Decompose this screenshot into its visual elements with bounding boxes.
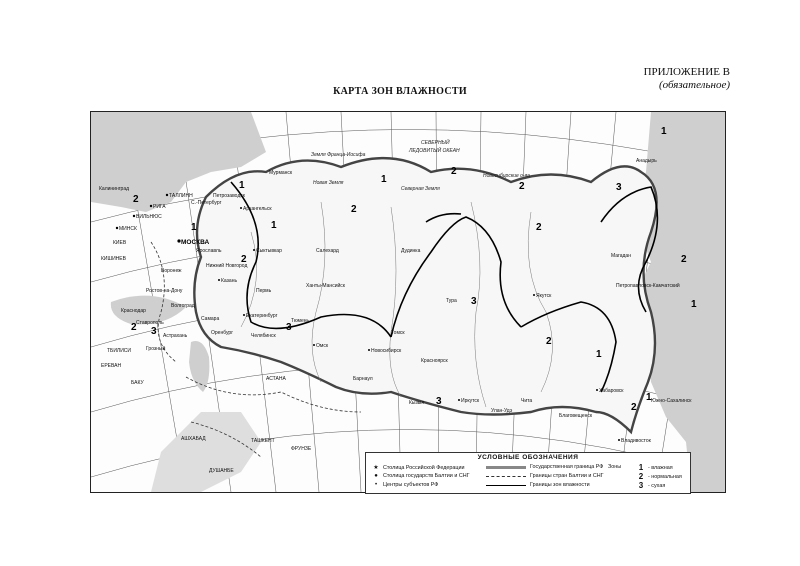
zone-number: 2	[241, 254, 247, 265]
city-arkhangelsk: Архангельск	[243, 206, 272, 212]
city-baku: БАКУ	[131, 380, 144, 386]
city-chelyabinsk: Челябинск	[251, 333, 276, 339]
city-dushanbe: ДУШАНБЕ	[209, 468, 234, 474]
city-krasnodar: Краснодар	[121, 308, 146, 314]
city-riga: РИГА	[153, 204, 166, 210]
legend-zones-label: Зоны	[608, 464, 622, 470]
city-magadan: Магадан	[611, 253, 631, 259]
zone-number: 2	[451, 166, 457, 177]
city-perm: Пермь	[256, 288, 272, 294]
legend-capital-rf: ★ Столица Российской Федерации	[373, 464, 465, 471]
russia-territory	[194, 158, 656, 432]
city-vladivostok: Владивосток	[621, 438, 651, 444]
zone-number: 2	[536, 222, 542, 233]
city-volgograd: Волгоград	[171, 303, 195, 309]
humidity-zone-map	[90, 111, 726, 493]
city-astrakhan: Астрахань	[163, 333, 188, 339]
city-murmansk: Мурманск	[269, 170, 293, 176]
zone-number: 1	[661, 126, 667, 137]
city-stavropol: Ставрополь	[136, 320, 164, 326]
city-barnaul: Барнаул	[353, 376, 373, 382]
city-pk: Петропавловск-Камчатский	[616, 283, 680, 289]
zone-number: 1	[691, 299, 697, 310]
city-yakutsk: Якутск	[536, 293, 552, 299]
city-anadyr: Анадырь	[636, 158, 657, 164]
city-moscow: МОСКВА	[181, 239, 210, 246]
legend-zone-3: 3 - сухая	[638, 481, 666, 490]
city-syktyvkar: Сыктывкар	[256, 248, 282, 254]
zone-number: 1	[191, 222, 197, 233]
city-tashkent: ТАШКЕНТ	[251, 438, 275, 444]
sea-label-arctic-2: ЛЕДОВИТЫЙ ОКЕАН	[409, 148, 460, 154]
dot-icon: ●	[374, 473, 378, 479]
city-n-novgorod: Нижний Новгород	[206, 263, 248, 269]
zone-number: 2	[351, 204, 357, 215]
city-ekaterinburg: Екатеринбург	[246, 313, 278, 319]
small-dot-icon: •	[374, 482, 378, 488]
city-petrozavodsk: Петрозаводск	[213, 193, 245, 199]
city-omsk: Омск	[316, 343, 329, 349]
zone-number: 1	[271, 220, 277, 231]
city-dudinka: Дудинка	[401, 248, 421, 254]
city-blagoveshchensk: Благовещенск	[559, 413, 593, 419]
city-ashgabat: АШХАБАД	[181, 436, 206, 442]
zone-number: 2	[681, 254, 687, 265]
map-title: КАРТА ЗОН ВЛАЖНОСТИ	[333, 86, 467, 97]
city-minsk: МИНСК	[119, 226, 137, 232]
map-legend	[365, 452, 691, 494]
dashed-border-icon	[486, 476, 526, 477]
island-severnaya-zemlya: Северная Земля	[401, 186, 440, 192]
city-kiev: КИЕВ	[113, 240, 127, 246]
zone-number: 2	[631, 402, 637, 413]
island-fj-land: Земля Франца-Иосифа	[311, 152, 366, 158]
city-s-peterburg: С.-Петербург	[191, 200, 222, 206]
legend-border-rf: Государственная граница РФ	[486, 464, 603, 470]
sea-label-arctic-1: СЕВЕРНЫЙ	[421, 140, 450, 146]
legend-border-zones: Границы зон влажности	[486, 482, 590, 488]
city-kaliningrad: Калининград	[99, 186, 130, 192]
city-irkutsk: Иркутск	[461, 398, 480, 404]
zone-border-icon	[486, 485, 526, 486]
city-yuzhno: Южно-Сахалинск	[651, 398, 692, 404]
city-tbilisi: ТБИЛИСИ	[107, 348, 132, 354]
legend-capitals-cis: ● Столица государств Балтии и СНГ	[372, 473, 470, 479]
zone-number: 3	[286, 322, 292, 333]
city-krasnoyarsk: Красноярск	[421, 358, 448, 364]
zone-number: 1	[381, 174, 387, 185]
city-khabarovsk: Хабаровск	[599, 388, 624, 394]
city-voronezh: Воронеж	[161, 268, 182, 274]
city-samara: Самара	[201, 316, 220, 322]
zone-number: 1	[646, 392, 652, 403]
zone-number: 3	[436, 396, 442, 407]
island-ns-islands: Новосибирские о-ва	[483, 173, 530, 179]
island-novaya-zemlya: Новая Земля	[313, 180, 344, 186]
zone-number: 2	[133, 194, 139, 205]
city-ulan-ude: Улан-Удэ	[491, 408, 513, 414]
legend-centers: • Центры субъектов РФ	[372, 482, 438, 488]
zone-number: 2	[519, 181, 525, 192]
zone-number: 3	[471, 296, 477, 307]
zone-number: 3	[616, 182, 622, 193]
thick-border-icon	[486, 466, 526, 469]
zone-number: 2	[131, 322, 137, 333]
legend-zone-2: 2 - нормальная	[638, 472, 682, 481]
city-kyzyl: Кызыл	[409, 400, 425, 406]
city-tyumen: Тюмень	[291, 318, 310, 324]
city-kishinev: КИШИНЕВ	[101, 256, 126, 262]
city-astana: АСТАНА	[266, 376, 286, 382]
city-tomsk: Томск	[391, 330, 405, 336]
legend-border-cis: Границы стран Балтии и СНГ	[486, 473, 604, 479]
city-erevan: ЕРЕВАН	[101, 363, 122, 369]
legend-zone-1: 1 - влажная	[638, 463, 673, 472]
city-khanty: Ханты-Мансийск	[306, 283, 345, 289]
zone-number: 2	[546, 336, 552, 347]
zone-number: 1	[239, 180, 245, 191]
zone-number: 1	[596, 349, 602, 360]
city-frunze: ФРУНЗЕ	[291, 446, 312, 452]
star-icon: ★	[373, 465, 379, 471]
city-yaroslavl: Ярославль	[196, 248, 222, 254]
city-tallinn: ТАЛЛИНН	[169, 193, 193, 199]
city-kazan: Казань	[221, 278, 238, 284]
city-tura: Тура	[446, 298, 457, 304]
city-orenburg: Оренбург	[211, 330, 234, 336]
appendix-note: (обязательное)	[658, 79, 730, 91]
legend-title: УСЛОВНЫЕ ОБОЗНАЧЕНИЯ	[477, 454, 579, 461]
city-vilnius: ВИЛЬНЮС	[136, 214, 162, 220]
city-salekhard: Салехард	[316, 248, 339, 254]
city-novosibirsk: Новосибирск	[371, 348, 402, 354]
zone-number: 3	[151, 326, 157, 337]
city-groznyi: Грозный	[146, 346, 166, 352]
city-rostov: Ростов-на-Дону	[146, 288, 183, 294]
map-canvas	[91, 112, 725, 492]
city-chita: Чита	[521, 398, 533, 404]
appendix-label: ПРИЛОЖЕНИЕ В	[643, 66, 730, 78]
